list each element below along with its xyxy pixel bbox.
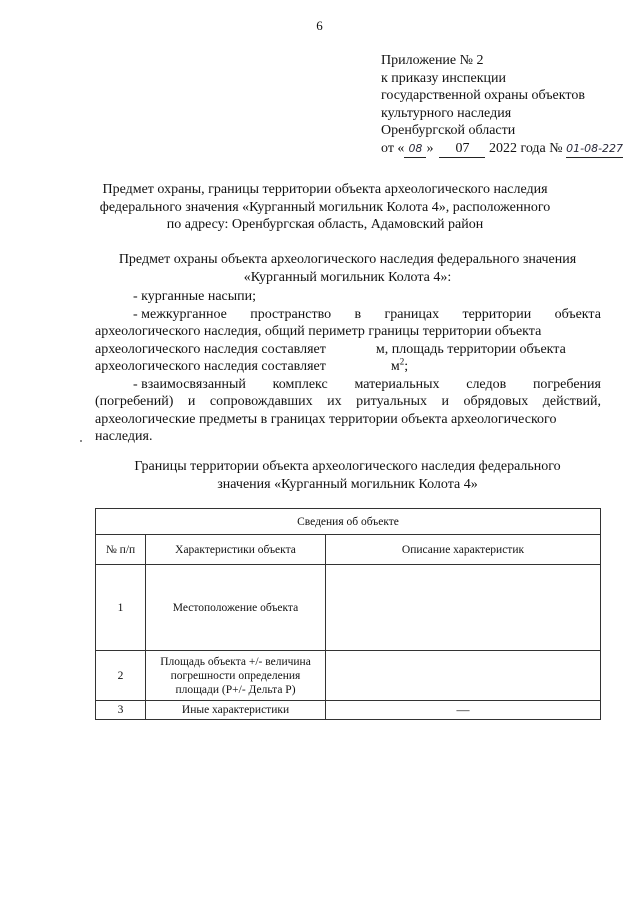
word: в xyxy=(354,306,362,322)
appendix-line: государственной охраны объектов xyxy=(381,88,585,103)
word: материальных xyxy=(354,376,440,392)
word: территории xyxy=(462,306,532,322)
superscript: 2 xyxy=(399,356,405,367)
subject-list xyxy=(95,288,601,446)
document-title xyxy=(90,181,560,234)
date-year: 2022 года № xyxy=(488,140,563,156)
list-item-line: археологические предметы в границах территории объекта археологического xyxy=(95,411,557,427)
word: - взаимосвязанный xyxy=(133,376,246,392)
list-item-justified-line xyxy=(95,306,601,324)
list-item-line xyxy=(95,358,601,376)
word: комплекс xyxy=(272,376,328,392)
row-description xyxy=(326,565,601,651)
date-prefix: от « xyxy=(381,140,405,156)
characteristic-line: Площадь объекта +/- величина xyxy=(160,655,311,668)
row-number: 2 xyxy=(96,651,146,701)
list-item-line: наследия. xyxy=(95,429,153,444)
word: - межкурганное xyxy=(133,306,227,322)
row-description: — xyxy=(326,701,601,720)
object-info-table xyxy=(95,508,601,720)
title-line: федерального значения «Курганный могильник Колота 4», расположенного xyxy=(99,199,551,215)
title-line: по адресу: Оренбургская область, Адамовский район xyxy=(166,217,484,232)
subject-heading-line: Предмет охраны объекта археологического наследия федерального значения xyxy=(118,252,577,267)
table-row xyxy=(96,701,601,720)
column-header: Характеристики объекта xyxy=(146,535,326,565)
word: действий, xyxy=(542,394,601,409)
appendix-block xyxy=(381,52,631,158)
word: объекта xyxy=(554,306,601,322)
word: границах xyxy=(384,306,440,322)
word: ритуальных xyxy=(356,394,428,409)
table-header-row xyxy=(96,535,601,565)
text-fragment: археологического наследия составляет xyxy=(95,341,326,357)
handwritten-number: 01-08-227 xyxy=(566,141,624,155)
appendix-line: Оренбургской области xyxy=(381,123,516,138)
row-characteristic: Местоположение объекта xyxy=(146,565,326,651)
word: погребения xyxy=(532,376,601,392)
table-row xyxy=(96,565,601,651)
column-header: № п/п xyxy=(96,535,146,565)
title-line: Предмет охраны, границы территории объекта археологического наследия xyxy=(102,182,548,197)
word: их xyxy=(327,394,342,409)
column-header: Описание характеристик xyxy=(326,535,601,565)
boundaries-heading-line: Границы территории объекта археологического наследия федерального xyxy=(134,459,561,474)
word: сопровождавших xyxy=(209,394,313,409)
characteristic-line: площади (Р+/- Дельта Р) xyxy=(175,683,296,696)
list-item-justified-line xyxy=(95,376,601,394)
handwritten-day: 08 xyxy=(408,141,423,155)
word: и xyxy=(187,394,196,409)
row-characteristic xyxy=(146,651,326,701)
text-fragment: археологического наследия составляет xyxy=(95,359,326,374)
row-number: 1 xyxy=(96,565,146,651)
unit-square-meters: м xyxy=(390,359,400,374)
word: следов xyxy=(466,376,507,392)
scan-speck xyxy=(80,440,82,442)
boundaries-heading-line: значения «Курганный могильник Колота 4» xyxy=(217,476,478,492)
page-number: 6 xyxy=(316,18,323,33)
table-caption: Сведения об объекте xyxy=(96,509,601,535)
subject-heading-line: «Курганный могильник Колота 4»: xyxy=(243,269,452,285)
appendix-line: к приказу инспекции xyxy=(381,70,507,86)
table-caption-row xyxy=(96,509,601,535)
row-characteristic: Иные характеристики xyxy=(146,701,326,720)
appendix-line: культурного наследия xyxy=(381,105,512,121)
word: пространство xyxy=(250,306,332,322)
date-mid: » xyxy=(426,140,434,156)
list-item-line xyxy=(95,341,601,359)
characteristic-line: погрешности определения xyxy=(170,669,301,682)
appendix-line: Приложение № 2 xyxy=(381,53,484,68)
text-fragment: м, площадь территории объекта xyxy=(375,341,566,357)
appendix-date-line xyxy=(381,140,631,159)
date-month: 07 xyxy=(455,140,470,156)
word: (погребений) xyxy=(95,394,174,409)
boundaries-heading xyxy=(95,458,600,493)
row-number: 3 xyxy=(96,701,146,720)
text-fragment: ; xyxy=(404,359,409,374)
list-item: - курганные насыпи; xyxy=(133,289,257,304)
word: и xyxy=(441,394,450,409)
list-item-line: археологического наследия, общий периметр границы территории объекта xyxy=(95,324,542,339)
row-description xyxy=(326,651,601,701)
word: обрядовых xyxy=(463,394,529,409)
subject-heading xyxy=(90,251,605,286)
table-row xyxy=(96,651,601,701)
list-item-justified-line xyxy=(95,393,601,411)
